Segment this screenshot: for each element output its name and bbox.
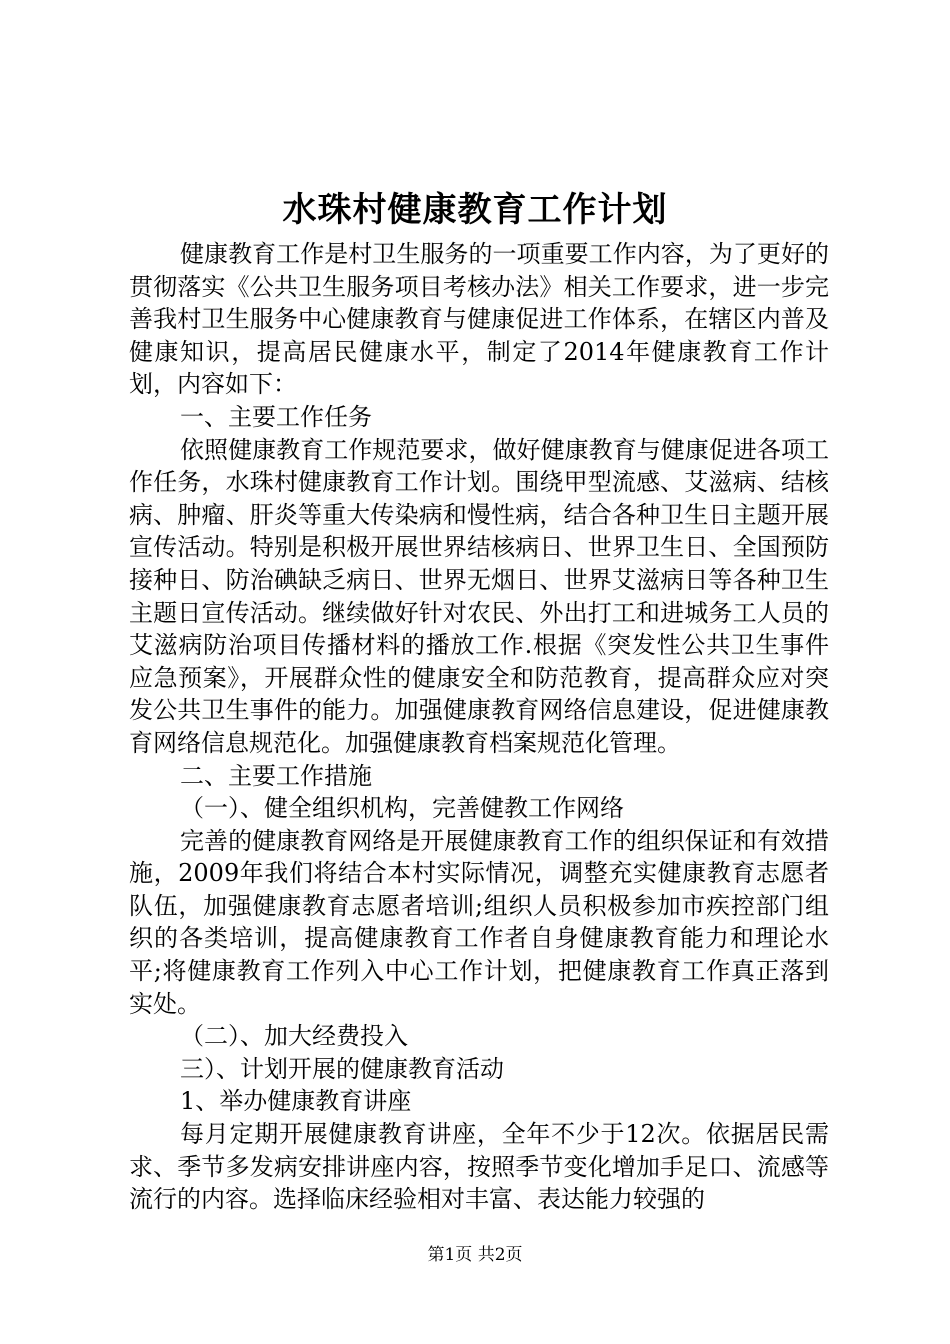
section-heading-main-measures: 二、主要工作措施	[180, 761, 372, 790]
page-footer: 第1页 共2页	[427, 1245, 523, 1265]
paragraph-main-tasks: 依照健康教育工作规范要求，做好健康教育与健康促进各项工作任务，水珠村健康教育工作计划。围绕甲型流感、艾滋病、结核病、肿瘤、肝炎等重大传染病和慢性病，结合各种卫生日主题开展宣传活动。特别是积极开展世界结核病日、世界卫生日、全国预防接种日、防治碘缺乏病日、世界无烟日、世界艾滋病日等各种卫生主题日宣传活动。继续做好针对农民、外出打工和进城务工人员的艾滋病防治项目传播材料的播放工作.根据《突发性公共卫生事件应急预案》，开展群众性的健康安全和防范教育，提高群众应对突发公共卫生事件的能力。加强健康教育网络信息建设，促进健康教育网络信息规范化。加强健康教育档案规范化管理。	[129, 435, 829, 757]
paragraph-lectures: 每月定期开展健康教育讲座，全年不少于12次。依据居民需求、季节多发病安排讲座内容，按照季节变化增加手足口、流感等流行的内容。选择临床经验相对丰富、表达能力较强的	[129, 1120, 829, 1214]
subsection-heading-funding: （二）、加大经费投入	[180, 1022, 408, 1051]
item-heading-lectures: 1、举办健康教育讲座	[180, 1087, 412, 1116]
paragraph-organization: 完善的健康教育网络是开展健康教育工作的组织保证和有效措施，2009年我们将结合本村实际情况，调整充实健康教育志愿者队伍，加强健康教育志愿者培训;组织人员积极参加市疾控部门组织的各类培训，提高健康教育工作者自身健康教育能力和理论水平;将健康教育工作列入中心工作计划，把健康教育工作真正落到实处。	[129, 826, 829, 1018]
subsection-heading-organization: （一）、健全组织机构，完善健教工作网络	[180, 794, 624, 823]
subsection-heading-activities: 三）、计划开展的健康教育活动	[180, 1054, 504, 1083]
document-title: 水珠村健康教育工作计划	[282, 190, 668, 230]
document-body	[129, 238, 829, 1216]
section-heading-main-tasks: 一、主要工作任务	[180, 402, 372, 431]
paragraph-intro: 健康教育工作是村卫生服务的一项重要工作内容，为了更好的贯彻落实《公共卫生服务项目考核办法》相关工作要求，进一步完善我村卫生服务中心健康教育与健康促进工作体系，在辖区内普及健康知识，提高居民健康水平，制定了2014年健康教育工作计划，内容如下：	[129, 240, 829, 399]
